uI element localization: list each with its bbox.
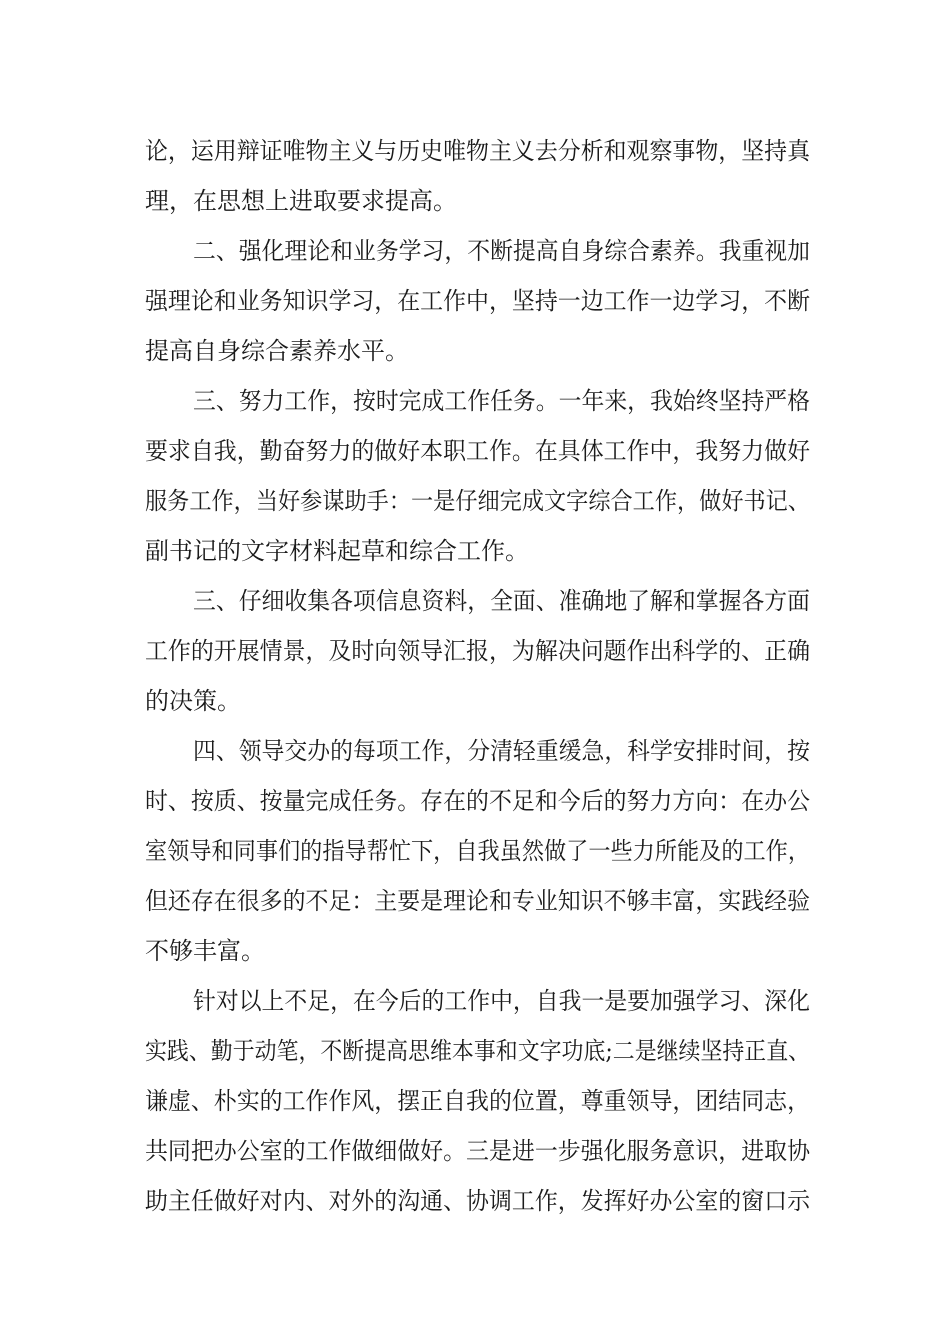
paragraph-first-line: 三、努力工作，按时完成工作任务。一年来，我始终坚持严格 [193, 387, 810, 415]
text-line: 时、按质、按量完成任务。存在的不足和今后的努力方向：在办公 [145, 787, 810, 815]
paragraph-first-line: 二、强化理论和业务学习，不断提高自身综合素养。我重视加 [193, 237, 810, 265]
text-line: 共同把办公室的工作做细做好。三是进一步强化服务意识，进取协 [145, 1137, 810, 1165]
text-line: 的决策。 [145, 687, 241, 715]
paragraph-first-line: 三、仔细收集各项信息资料，全面、准确地了解和掌握各方面 [193, 587, 810, 615]
text-line: 不够丰富。 [145, 937, 265, 965]
text-line: 实践、勤于动笔，不断提高思维本事和文字功底;二是继续坚持正直、 [145, 1037, 811, 1065]
text-line: 但还存在很多的不足：主要是理论和专业知识不够丰富，实践经验 [145, 887, 810, 915]
text-line: 提高自身综合素养水平。 [145, 337, 409, 365]
text-line: 要求自我，勤奋努力的做好本职工作。在具体工作中，我努力做好 [145, 437, 810, 465]
text-line: 强理论和业务知识学习，在工作中，坚持一边工作一边学习，不断 [145, 287, 810, 315]
text-line: 论，运用辩证唯物主义与历史唯物主义去分析和观察事物，坚持真 [145, 137, 810, 165]
paragraph-first-line: 四、领导交办的每项工作，分清轻重缓急，科学安排时间，按 [193, 737, 810, 765]
text-line: 室领导和同事们的指导帮忙下，自我虽然做了一些力所能及的工作， [145, 837, 810, 865]
text-line: 工作的开展情景，及时向领导汇报，为解决问题作出科学的、正确 [145, 637, 810, 665]
text-line: 副书记的文字材料起草和综合工作。 [145, 537, 529, 565]
text-line: 谦虚、朴实的工作作风，摆正自我的位置，尊重领导，团结同志， [145, 1087, 810, 1115]
paragraph-first-line: 针对以上不足，在今后的工作中，自我一是要加强学习、深化 [193, 987, 810, 1015]
text-line: 服务工作，当好参谋助手：一是仔细完成文字综合工作，做好书记、 [145, 487, 810, 515]
text-line: 助主任做好对内、对外的沟通、协调工作，发挥好办公室的窗口示 [145, 1187, 810, 1215]
text-line: 理，在思想上进取要求提高。 [145, 187, 457, 215]
